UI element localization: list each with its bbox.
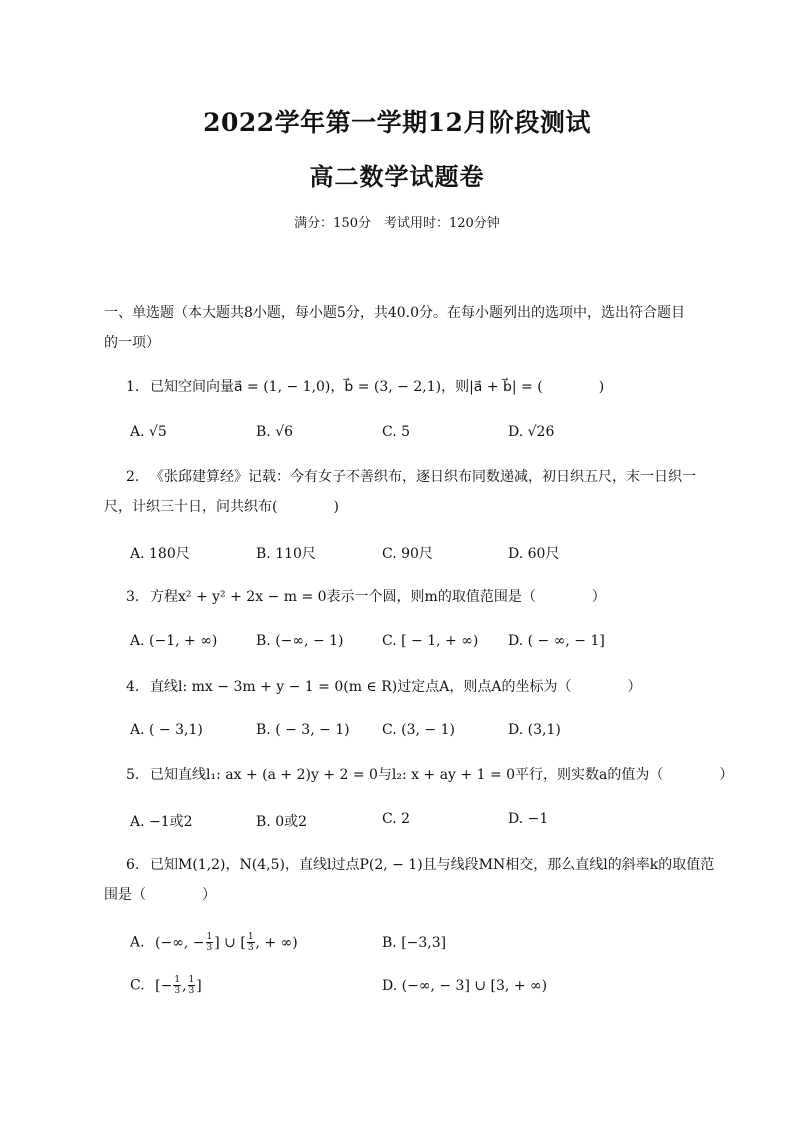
- question-3-option-d: D. ( − ∞, − 1]: [508, 633, 605, 649]
- question-3-number: 3.: [126, 589, 140, 605]
- question-6-stem-line2: 围是（ ）: [104, 887, 216, 903]
- fraction: $\frac{1}{3}$: [206, 932, 213, 953]
- exam-title: 2022学年第一学期12月阶段测试: [203, 108, 591, 137]
- question-5-option-b: B. 0或2: [256, 814, 308, 830]
- question-2-option-d: D. 60尺: [508, 546, 560, 562]
- question-3-option-a: A. (−1, + ∞): [130, 633, 218, 649]
- question-1-stem: 已知空间向量a⃗ = (1, − 1,0)，b⃗ = (3, − 2,1)，则|a⃗ + b⃗| = ( ): [150, 379, 605, 395]
- question-4-option-b: B. ( − 3, − 1): [256, 722, 350, 738]
- question-5-option-d: D. −1: [508, 811, 549, 827]
- question-3-option-c: C. [ − 1, + ∞): [382, 633, 479, 649]
- question-1-number: 1.: [126, 379, 140, 395]
- question-6-option-d: D. (−∞, − 3] ∪ [3, + ∞): [382, 978, 548, 994]
- question-1-option-c: C. 5: [382, 424, 411, 440]
- question-5-stem: 已知直线l₁: ax + (a + 2)y + 2 = 0与l₂: x + ay + 1 = 0平行，则实数a的值为（ ）: [150, 767, 734, 783]
- question-4-number: 4.: [126, 679, 140, 695]
- question-4-stem: 直线l: mx − 3m + y − 1 = 0(m ∈ R)过定点A，则点A的坐标为（ ）: [150, 679, 642, 695]
- question-6-option-b: B. [−3,3]: [382, 935, 447, 951]
- exam-subtitle: 高二数学试题卷: [309, 162, 485, 191]
- question-5-number: 5.: [126, 767, 140, 783]
- fraction: $\frac{1}{3}$: [247, 932, 254, 953]
- question-4-option-a: A. ( − 3,1): [130, 722, 203, 738]
- question-5-option-a: A. −1或2: [130, 814, 193, 830]
- question-3-stem: 方程x² + y² + 2x − m = 0表示一个圆，则m的取值范围是（ ）: [150, 589, 606, 605]
- fraction: $\frac{1}{3}$: [174, 975, 181, 996]
- question-1-option-a: A. √5: [130, 424, 167, 440]
- question-2-option-a: A. 180尺: [130, 546, 190, 562]
- option-label: C.: [130, 977, 145, 994]
- section-heading-line2: 的一项）: [104, 335, 160, 351]
- question-1-option-d: D. √26: [508, 424, 555, 440]
- question-2-stem-line1: 《张邱建算经》记载：今有女子不善织布，逐日织布同数递减，初日织五尺，末一日织一: [150, 469, 696, 485]
- question-4-option-d: D. (3,1): [508, 722, 561, 738]
- exam-meta: 满分：150分 考试用时：120分钟: [294, 216, 500, 231]
- option-c-expr: [− $\frac{1}{3}$ , $\frac{1}{3}$ ]: [155, 975, 202, 996]
- question-3-option-b: B. (−∞, − 1): [256, 633, 344, 649]
- option-a-expr: (−∞, − $\frac{1}{3}$ ] ∪ [ $\frac{1}{3}$ , + ∞): [155, 932, 298, 953]
- question-5-option-c: C. 2: [382, 811, 411, 827]
- question-4-option-c: C. (3, − 1): [382, 722, 455, 738]
- section-heading-line1: 一、单选题（本大题共8小题，每小题5分，共40.0分。在每小题列出的选项中，选出符合题目: [104, 305, 685, 321]
- question-6-option-c: [130, 975, 202, 996]
- question-6-number: 6.: [126, 857, 140, 873]
- question-2-option-b: B. 110尺: [256, 546, 316, 562]
- question-6-option-a: [130, 932, 298, 953]
- fraction: $\frac{1}{3}$: [188, 975, 195, 996]
- question-2-stem-line2: 尺，计织三十日，问共织布( ): [104, 499, 339, 515]
- question-6-stem-line1: 已知M(1,2)，N(4,5)，直线l过点P(2, − 1)且与线段MN相交，那么直线l的斜率k的取值范: [150, 857, 715, 873]
- question-2-number: 2.: [126, 469, 140, 485]
- option-label: A.: [130, 934, 145, 951]
- question-1-option-b: B. √6: [256, 424, 294, 440]
- question-2-option-c: C. 90尺: [382, 546, 433, 562]
